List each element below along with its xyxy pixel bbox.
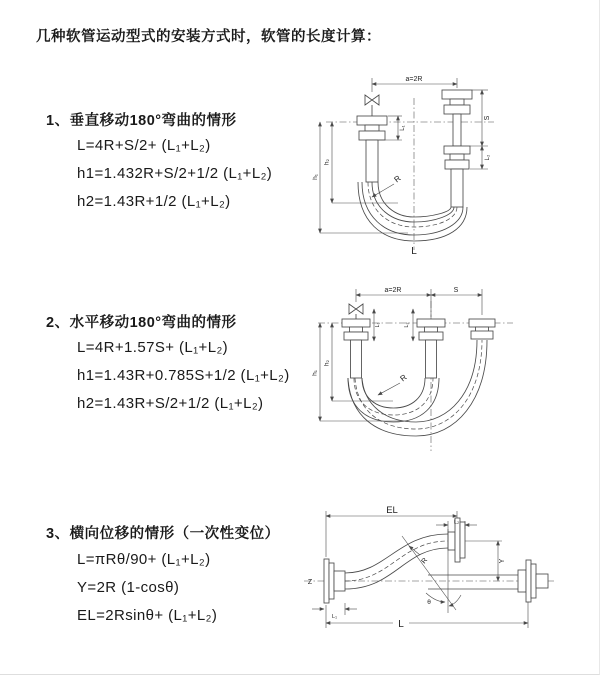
braided-section (426, 340, 437, 378)
dimension-l1 (374, 309, 381, 341)
formula-line: h2=1.43R+S/2+1/2 (L₁+L₂) (77, 395, 264, 412)
dimension-s (431, 287, 482, 295)
formula-line: h2=1.43R+1/2 (L₁+L₂) (77, 193, 231, 210)
formula-line: L=4R+S/2+ (L₁+L₂) (77, 137, 211, 154)
braided-section (366, 140, 378, 182)
dim-label-y: Y (499, 558, 506, 564)
formula-line: h1=1.432R+S/2+1/2 (L₁+L₂) (77, 165, 273, 182)
dim-label-h1: h₁ (311, 370, 319, 376)
dimension-l2 (404, 309, 413, 341)
section-3-heading: 3、横向位移的情形（一次性变位） (46, 526, 280, 542)
dim-label-r: R (398, 372, 409, 384)
diagram-lateral-displacement (298, 503, 600, 641)
dimension-l2 (470, 146, 491, 169)
centerline-z-mark: Z (307, 579, 313, 586)
dim-label-a2r: a=2R (405, 76, 423, 83)
formula-line: h1=1.43R+0.785S+1/2 (L₁+L₂) (77, 367, 290, 384)
dimension-a2r (356, 287, 482, 317)
dimension-l (326, 602, 528, 630)
u-bend-hose-position-2 (348, 340, 487, 436)
dim-label-h2: h₂ (323, 359, 331, 367)
diagram-vertical-180-bend (310, 70, 595, 258)
dim-label-l1: L₁ (375, 322, 381, 328)
formula-line: L=πRθ/90+ (L₁+L₂) (77, 551, 211, 568)
section-2-heading: 2、水平移动180°弯曲的情形 (46, 315, 237, 331)
braided-section (351, 340, 362, 378)
radius-callout (409, 546, 429, 565)
right-flange-assembly (469, 319, 495, 339)
dim-label-l2: L₂ (453, 519, 460, 526)
dim-label-l1: L₁ (332, 614, 337, 620)
radius-callout (378, 373, 409, 395)
dimension-l1 (312, 603, 357, 620)
right-flange-assembly (442, 90, 472, 207)
angle-label-theta: θ (427, 599, 431, 606)
dim-label-l: L (411, 246, 417, 257)
dim-label-l2: L₂ (404, 322, 410, 328)
section-1-heading: 1、垂直移动180°弯曲的情形 (46, 113, 237, 129)
formula-line: L=4R+1.57S+ (L₁+L₂) (77, 339, 229, 356)
dimension-s (470, 90, 491, 146)
dim-label-l1: L₁ (400, 125, 406, 131)
dim-label-el: EL (386, 505, 398, 516)
braided-section (451, 169, 463, 207)
page-title: 几种软管运动型式的安装方式时，软管的长度计算： (36, 29, 381, 45)
dim-label-a2r: a=2R (384, 287, 402, 294)
valve-icon (365, 95, 379, 116)
diagram-horizontal-180-bend (308, 283, 600, 455)
dim-label-s: S (453, 287, 459, 294)
left-flange-assembly (342, 319, 370, 378)
formula-line: Y=2R (1-cosθ) (77, 579, 180, 596)
dim-label-l: L (398, 619, 404, 630)
dim-label-r: R (420, 556, 430, 566)
dim-label-r: R (392, 173, 403, 185)
valve-icon (349, 304, 363, 319)
dim-label-h2: h₂ (323, 158, 331, 166)
middle-flange-assembly (417, 319, 445, 378)
dim-label-h1: h₁ (312, 174, 319, 180)
left-flange-assembly (357, 116, 387, 182)
dim-label-s: S (484, 115, 491, 121)
left-flange-assembly (324, 559, 345, 603)
dim-label-l2: L₂ (485, 154, 491, 161)
formula-line: EL=2Rsinθ+ (L₁+L₂) (77, 607, 218, 624)
